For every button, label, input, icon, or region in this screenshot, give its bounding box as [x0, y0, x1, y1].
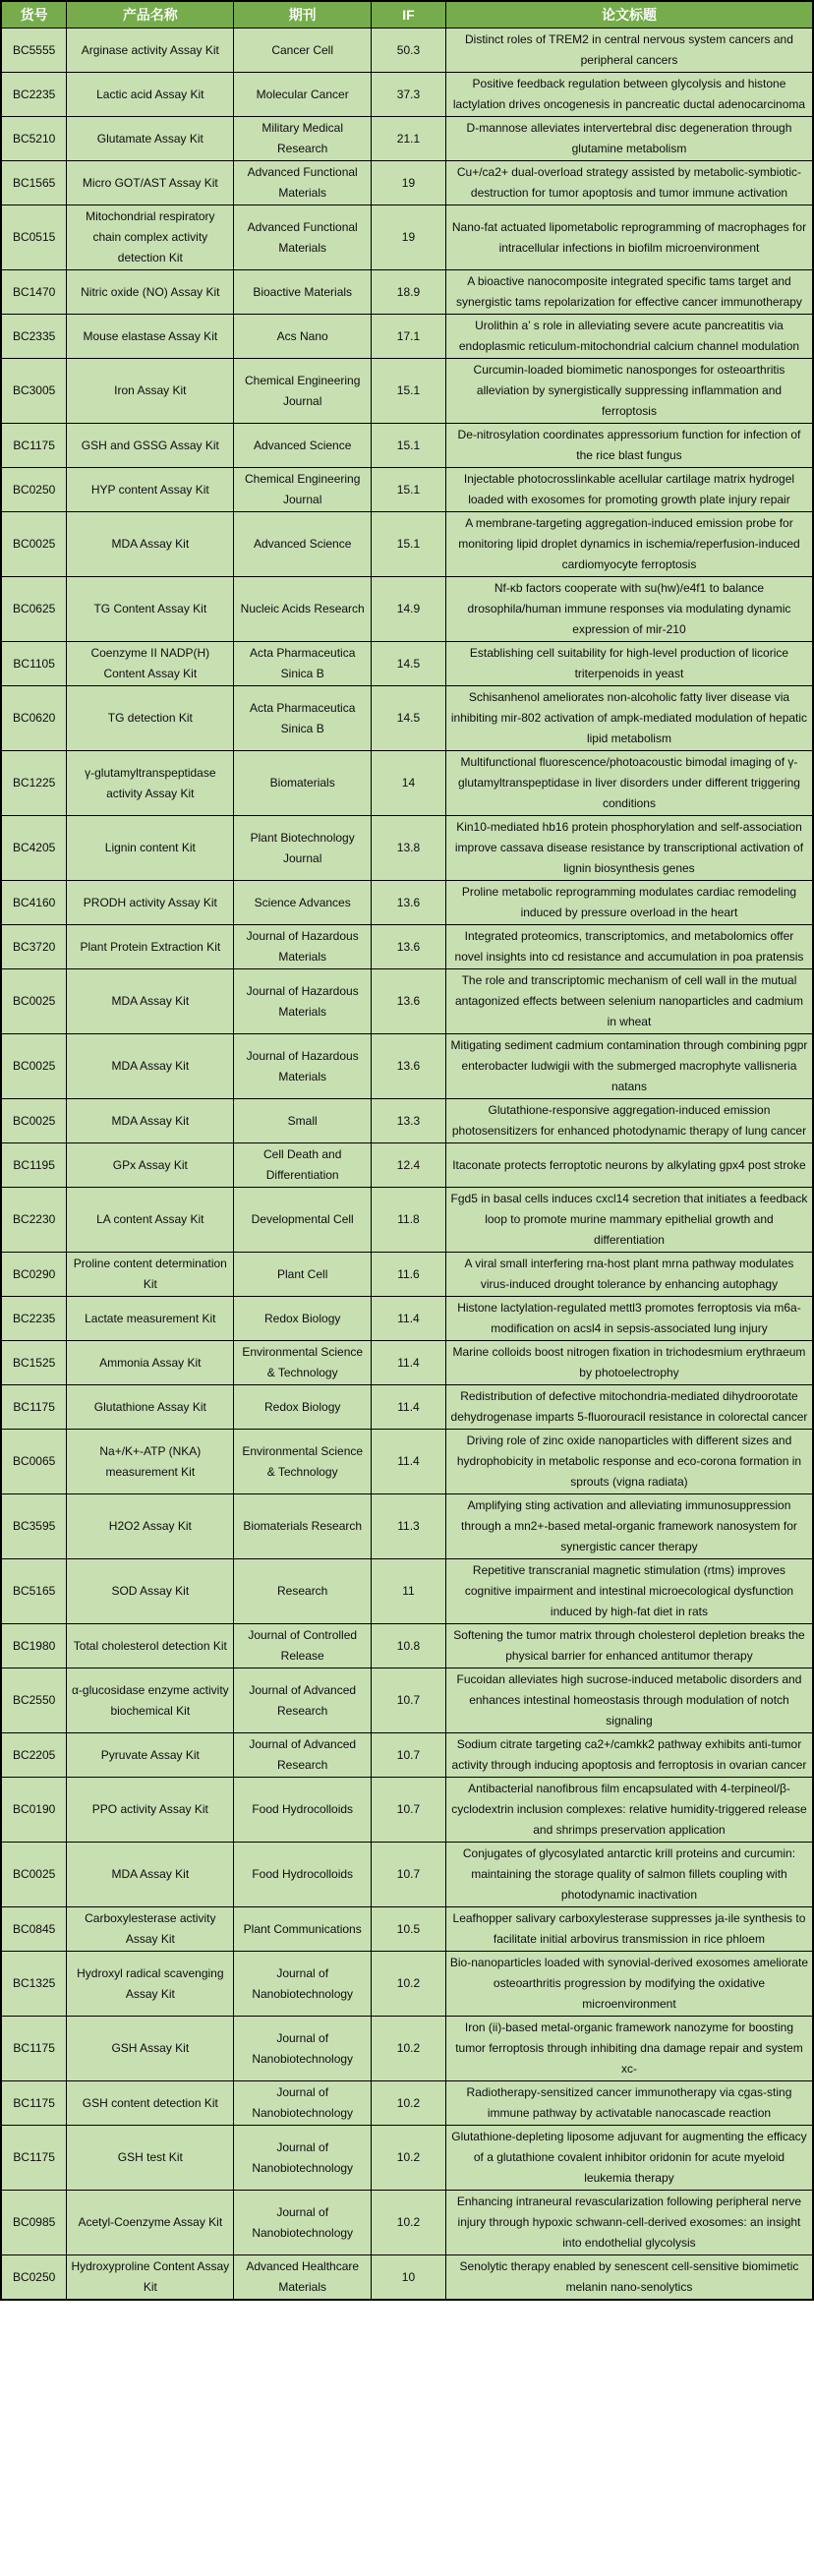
cell-product: Nitric oxide (NO) Assay Kit: [67, 270, 234, 315]
cell-journal: Environmental Science & Technology: [234, 1430, 372, 1494]
cell-product: PRODH activity Assay Kit: [67, 881, 234, 925]
cell-code: BC0190: [1, 1778, 67, 1843]
cell-code: BC1565: [1, 161, 67, 205]
cell-product: TG detection Kit: [67, 686, 234, 751]
table-row: [1, 1624, 813, 1669]
cell-code: BC0290: [1, 1253, 67, 1297]
cell-impact_factor: 37.3: [372, 73, 446, 117]
table-row: [1, 2191, 813, 2255]
cell-title: Nf-κb factors cooperate with su(hw)/e4f1 to balance drosophila/human immune responses via modulating dynamic expression of mir-210: [445, 577, 813, 642]
cell-journal: Developmental Cell: [234, 1188, 372, 1253]
cell-impact_factor: 10.7: [372, 1669, 446, 1733]
cell-code: BC1470: [1, 270, 67, 315]
col-header-product-name: 产品名称: [67, 1, 234, 29]
cell-product: Micro GOT/AST Assay Kit: [67, 161, 234, 205]
cell-product: Proline content determination Kit: [67, 1253, 234, 1297]
table-body: [1, 29, 813, 2301]
cell-title: Leafhopper salivary carboxylesterase suppresses ja-ile synthesis to facilitate initial arbovirus transmission in rice phloem: [445, 1907, 813, 1952]
cell-code: BC0515: [1, 205, 67, 270]
cell-title: Urolithin a’ s role in alleviating severe acute pancreatitis via endoplasmic reticulum-mitochondrial calcium channel modulation: [445, 315, 813, 359]
table-row: [1, 751, 813, 816]
cell-product: Carboxylesterase activity Assay Kit: [67, 1907, 234, 1952]
cell-product: Coenzyme II NADP(H) Content Assay Kit: [67, 642, 234, 686]
cell-journal: Advanced Healthcare Materials: [234, 2255, 372, 2301]
cell-code: BC1195: [1, 1143, 67, 1188]
cell-code: BC0025: [1, 1843, 67, 1907]
cell-title: Senolytic therapy enabled by senescent cell-sensitive biomimetic melanin nano-senolytics: [445, 2255, 813, 2301]
cell-impact_factor: 19: [372, 205, 446, 270]
cell-product: TG Content Assay Kit: [67, 577, 234, 642]
cell-product: GSH test Kit: [67, 2126, 234, 2191]
cell-code: BC3595: [1, 1494, 67, 1559]
cell-journal: Journal of Hazardous Materials: [234, 1034, 372, 1099]
cell-journal: Molecular Cancer: [234, 73, 372, 117]
cell-impact_factor: 15.1: [372, 359, 446, 424]
cell-product: SOD Assay Kit: [67, 1559, 234, 1624]
cell-journal: Cancer Cell: [234, 29, 372, 73]
cell-title: A membrane-targeting aggregation-induced emission probe for monitoring lipid droplet dynamics in ischemia/reperfusion-induced cardiomyocyte ferroptosis: [445, 512, 813, 577]
cell-title: Redistribution of defective mitochondria-mediated dihydroorotate dehydrogenase imparts 5-fluorouracil resistance in colorectal cancer: [445, 1385, 813, 1430]
cell-impact_factor: 11.4: [372, 1297, 446, 1341]
cell-product: Lignin content Kit: [67, 816, 234, 881]
table-row: [1, 2081, 813, 2126]
cell-impact_factor: 13.6: [372, 969, 446, 1034]
cell-product: HYP content Assay Kit: [67, 468, 234, 512]
cell-product: Hydroxyproline Content Assay Kit: [67, 2255, 234, 2301]
cell-journal: Journal of Nanobiotechnology: [234, 2081, 372, 2126]
cell-journal: Bioactive Materials: [234, 270, 372, 315]
cell-title: Driving role of zinc oxide nanoparticles with different sizes and hydrophobicity in metabolic response and eco-corona formation in sprouts (vigna radiata): [445, 1430, 813, 1494]
cell-journal: Redox Biology: [234, 1385, 372, 1430]
cell-title: Histone lactylation-regulated mettl3 promotes ferroptosis via m6a-modification on acsl4 in sepsis-associated lung injury: [445, 1297, 813, 1341]
table-row: [1, 424, 813, 468]
cell-impact_factor: 21.1: [372, 117, 446, 161]
cell-code: BC0025: [1, 969, 67, 1034]
cell-code: BC1980: [1, 1624, 67, 1669]
table-row: [1, 512, 813, 577]
table-row: [1, 925, 813, 969]
cell-product: H2O2 Assay Kit: [67, 1494, 234, 1559]
cell-impact_factor: 50.3: [372, 29, 446, 73]
cell-code: BC0845: [1, 1907, 67, 1952]
cell-journal: Plant Biotechnology Journal: [234, 816, 372, 881]
cell-code: BC1175: [1, 424, 67, 468]
cell-title: Nano-fat actuated lipometabolic reprogramming of macrophages for intracellular infections in biofilm microenvironment: [445, 205, 813, 270]
cell-code: BC0025: [1, 1034, 67, 1099]
cell-product: α-glucosidase enzyme activity biochemical Kit: [67, 1669, 234, 1733]
cell-title: Proline metabolic reprogramming modulates cardiac remodeling induced by pressure overload in the heart: [445, 881, 813, 925]
cell-code: BC0025: [1, 512, 67, 577]
cell-product: Lactate measurement Kit: [67, 1297, 234, 1341]
cell-title: Glutathione-responsive aggregation-induced emission photosensitizers for enhanced photodynamic therapy of lung cancer: [445, 1099, 813, 1143]
cell-journal: Redox Biology: [234, 1297, 372, 1341]
cell-product: Glutamate Assay Kit: [67, 117, 234, 161]
table-row: [1, 1034, 813, 1099]
table-row: [1, 881, 813, 925]
cell-code: BC4205: [1, 816, 67, 881]
cell-product: MDA Assay Kit: [67, 512, 234, 577]
cell-product: LA content Assay Kit: [67, 1188, 234, 1253]
cell-code: BC2230: [1, 1188, 67, 1253]
cell-code: BC0625: [1, 577, 67, 642]
cell-code: BC1105: [1, 642, 67, 686]
cell-journal: Acta Pharmaceutica Sinica B: [234, 686, 372, 751]
cell-product: Acetyl-Coenzyme Assay Kit: [67, 2191, 234, 2255]
cell-product: GSH and GSSG Assay Kit: [67, 424, 234, 468]
cell-impact_factor: 13.6: [372, 1034, 446, 1099]
table-row: [1, 359, 813, 424]
cell-code: BC0250: [1, 468, 67, 512]
cell-journal: Environmental Science & Technology: [234, 1341, 372, 1385]
cell-title: A viral small interfering rna-host plant mrna pathway modulates virus-induced drought tolerance by enhancing autophagy: [445, 1253, 813, 1297]
cell-journal: Food Hydrocolloids: [234, 1843, 372, 1907]
cell-title: Sodium citrate targeting ca2+/camkk2 pathway exhibits anti-tumor activity through inducing apoptosis and ferroptosis in ovarian cancer: [445, 1733, 813, 1778]
table-row: [1, 816, 813, 881]
cell-title: Iron (ii)-based metal-organic framework nanozyme for boosting tumor ferroptosis through inhibiting dna damage repair and system xc-: [445, 2017, 813, 2081]
cell-impact_factor: 11.4: [372, 1385, 446, 1430]
table-row: [1, 1778, 813, 1843]
cell-journal: Journal of Hazardous Materials: [234, 969, 372, 1034]
cell-journal: Journal of Nanobiotechnology: [234, 2191, 372, 2255]
table-row: [1, 161, 813, 205]
cell-title: Enhancing intraneural revascularization following peripheral nerve injury through hypoxic schwann-cell-derived exosomes: an insight into endothelial glycolysis: [445, 2191, 813, 2255]
cell-impact_factor: 10.2: [372, 2081, 446, 2126]
cell-code: BC1225: [1, 751, 67, 816]
cell-code: BC0250: [1, 2255, 67, 2301]
table-row: [1, 1430, 813, 1494]
cell-product: Glutathione Assay Kit: [67, 1385, 234, 1430]
cell-title: Integrated proteomics, transcriptomics, and metabolomics offer novel insights into cd resistance and accumulation in poa pratensis: [445, 925, 813, 969]
cell-code: BC1175: [1, 2081, 67, 2126]
cell-impact_factor: 13.8: [372, 816, 446, 881]
cell-title: Schisanhenol ameliorates non-alcoholic fatty liver disease via inhibiting mir-802 activation of ampk-mediated modulation of hepatic lipid metabolism: [445, 686, 813, 751]
table-row: [1, 2126, 813, 2191]
table-row: [1, 1253, 813, 1297]
table-row: [1, 73, 813, 117]
table-row: [1, 686, 813, 751]
cell-title: A bioactive nanocomposite integrated specific tams target and synergistic tams repolarization for effective cancer immunotherapy: [445, 270, 813, 315]
table-row: [1, 2017, 813, 2081]
cell-title: De-nitrosylation coordinates appressorium function for infection of the rice blast fungus: [445, 424, 813, 468]
header-row: [1, 1, 813, 29]
cell-title: Itaconate protects ferroptotic neurons by alkylating gpx4 post stroke: [445, 1143, 813, 1188]
table-row: [1, 1907, 813, 1952]
table-row: [1, 1341, 813, 1385]
cell-impact_factor: 10.2: [372, 2191, 446, 2255]
cell-product: GPx Assay Kit: [67, 1143, 234, 1188]
col-header-impact-factor: IF: [372, 1, 446, 29]
cell-impact_factor: 10.7: [372, 1778, 446, 1843]
table-row: [1, 577, 813, 642]
table-row: [1, 1733, 813, 1778]
table-row: [1, 642, 813, 686]
cell-code: BC3005: [1, 359, 67, 424]
cell-impact_factor: 11.4: [372, 1430, 446, 1494]
cell-product: Ammonia Assay Kit: [67, 1341, 234, 1385]
cell-code: BC0985: [1, 2191, 67, 2255]
cell-impact_factor: 10.5: [372, 1907, 446, 1952]
cell-impact_factor: 17.1: [372, 315, 446, 359]
cell-title: Glutathione-depleting liposome adjuvant for augmenting the efficacy of a glutathione covalent inhibitor oridonin for acute myeloid leukemia therapy: [445, 2126, 813, 2191]
cell-impact_factor: 11.4: [372, 1341, 446, 1385]
table-row: [1, 205, 813, 270]
cell-title: Fucoidan alleviates high sucrose-induced metabolic disorders and enhances intestinal homeostasis through modulation of notch signaling: [445, 1669, 813, 1733]
table-row: [1, 1099, 813, 1143]
cell-impact_factor: 11.8: [372, 1188, 446, 1253]
col-header-journal: 期刊: [234, 1, 372, 29]
cell-code: BC2335: [1, 315, 67, 359]
cell-title: Positive feedback regulation between glycolysis and histone lactylation drives oncogenesis in pancreatic ductal adenocarcinoma: [445, 73, 813, 117]
cell-impact_factor: 13.6: [372, 881, 446, 925]
cell-product: Plant Protein Extraction Kit: [67, 925, 234, 969]
cell-journal: Biomaterials: [234, 751, 372, 816]
cell-impact_factor: 10.2: [372, 1952, 446, 2017]
table-row: [1, 1843, 813, 1907]
cell-journal: Advanced Science: [234, 424, 372, 468]
cell-title: Kin10-mediated hb16 protein phosphorylation and self-association improve cassava disease resistance by transcriptional activation of lignin biosynthesis genes: [445, 816, 813, 881]
cell-journal: Journal of Nanobiotechnology: [234, 2017, 372, 2081]
cell-code: BC1525: [1, 1341, 67, 1385]
cell-journal: Plant Cell: [234, 1253, 372, 1297]
cell-title: Radiotherapy-sensitized cancer immunotherapy via cgas-sting immune pathway by activatable nanocascade reaction: [445, 2081, 813, 2126]
cell-impact_factor: 14: [372, 751, 446, 816]
cell-title: The role and transcriptomic mechanism of cell wall in the mutual antagonized effects between selenium nanoparticles and cadmium in wheat: [445, 969, 813, 1034]
table-row: [1, 270, 813, 315]
cell-impact_factor: 14.9: [372, 577, 446, 642]
cell-journal: Advanced Functional Materials: [234, 205, 372, 270]
cell-code: BC0025: [1, 1099, 67, 1143]
cell-code: BC2235: [1, 73, 67, 117]
table-header: [1, 1, 813, 29]
cell-impact_factor: 11.6: [372, 1253, 446, 1297]
cell-code: BC2205: [1, 1733, 67, 1778]
cell-code: BC3720: [1, 925, 67, 969]
table-row: [1, 2255, 813, 2301]
cell-journal: Plant Communications: [234, 1907, 372, 1952]
table-row: [1, 1952, 813, 2017]
cell-journal: Acta Pharmaceutica Sinica B: [234, 642, 372, 686]
cell-title: Injectable photocrosslinkable acellular cartilage matrix hydrogel loaded with exosomes for promoting growth plate injury repair: [445, 468, 813, 512]
cell-journal: Journal of Advanced Research: [234, 1669, 372, 1733]
cell-impact_factor: 10.7: [372, 1733, 446, 1778]
cell-code: BC5210: [1, 117, 67, 161]
table-row: [1, 1297, 813, 1341]
cell-code: BC4160: [1, 881, 67, 925]
cell-title: Distinct roles of TREM2 in central nervous system cancers and peripheral cancers: [445, 29, 813, 73]
cell-title: Mitigating sediment cadmium contamination through combining pgpr enterobacter ludwigii with the submerged macrophyte vallisneria natans: [445, 1034, 813, 1099]
col-header-code: 货号: [1, 1, 67, 29]
cell-journal: Journal of Advanced Research: [234, 1733, 372, 1778]
table-row: [1, 315, 813, 359]
cell-title: D-mannose alleviates intervertebral disc degeneration through glutamine metabolism: [445, 117, 813, 161]
cell-title: Curcumin-loaded biomimetic nanosponges for osteoarthritis alleviation by synergistically suppressing inflammation and ferroptosis: [445, 359, 813, 424]
cell-journal: Journal of Hazardous Materials: [234, 925, 372, 969]
cell-code: BC1175: [1, 1385, 67, 1430]
cell-journal: Journal of Nanobiotechnology: [234, 1952, 372, 2017]
cell-impact_factor: 15.1: [372, 512, 446, 577]
cell-code: BC0620: [1, 686, 67, 751]
cell-impact_factor: 18.9: [372, 270, 446, 315]
cell-impact_factor: 14.5: [372, 686, 446, 751]
cell-code: BC1325: [1, 1952, 67, 2017]
cell-product: PPO activity Assay Kit: [67, 1778, 234, 1843]
table-row: [1, 969, 813, 1034]
cell-product: γ-glutamyltranspeptidase activity Assay Kit: [67, 751, 234, 816]
cell-impact_factor: 10.8: [372, 1624, 446, 1669]
cell-impact_factor: 11: [372, 1559, 446, 1624]
cell-product: Pyruvate Assay Kit: [67, 1733, 234, 1778]
cell-code: BC5165: [1, 1559, 67, 1624]
cell-product: Arginase activity Assay Kit: [67, 29, 234, 73]
table-row: [1, 1669, 813, 1733]
cell-title: Fgd5 in basal cells induces cxcl14 secretion that initiates a feedback loop to promote murine mammary epithelial growth and differentiation: [445, 1188, 813, 1253]
cell-title: Bio-nanoparticles loaded with synovial-derived exosomes ameliorate osteoarthritis progression by modifying the oxidative microenvironment: [445, 1952, 813, 2017]
cell-title: Antibacterial nanofibrous film encapsulated with 4-terpineol/β-cyclodextrin inclusion complexes: relative humidity-triggered release and shrimps preservation application: [445, 1778, 813, 1843]
table-row: [1, 1188, 813, 1253]
cell-impact_factor: 19: [372, 161, 446, 205]
cell-journal: Nucleic Acids Research: [234, 577, 372, 642]
cell-product: GSH Assay Kit: [67, 2017, 234, 2081]
cell-product: MDA Assay Kit: [67, 1034, 234, 1099]
cell-title: Conjugates of glycosylated antarctic krill proteins and curcumin: maintaining the storage quality of salmon fillets coupling with photodynamic inactivation: [445, 1843, 813, 1907]
cell-journal: Research: [234, 1559, 372, 1624]
table-row: [1, 1385, 813, 1430]
cell-code: BC2550: [1, 1669, 67, 1733]
cell-product: MDA Assay Kit: [67, 969, 234, 1034]
table-row: [1, 1494, 813, 1559]
cell-product: Hydroxyl radical scavenging Assay Kit: [67, 1952, 234, 2017]
cell-impact_factor: 12.4: [372, 1143, 446, 1188]
cell-product: Mouse elastase Assay Kit: [67, 315, 234, 359]
cell-impact_factor: 10.2: [372, 2017, 446, 2081]
cell-product: GSH content detection Kit: [67, 2081, 234, 2126]
cell-journal: Food Hydrocolloids: [234, 1778, 372, 1843]
cell-journal: Chemical Engineering Journal: [234, 468, 372, 512]
cell-title: Multifunctional fluorescence/photoacoustic bimodal imaging of γ-glutamyltranspeptidase in liver disorders under different triggering conditions: [445, 751, 813, 816]
table-row: [1, 1143, 813, 1188]
cell-product: Total cholesterol detection Kit: [67, 1624, 234, 1669]
cell-impact_factor: 10.7: [372, 1843, 446, 1907]
cell-title: Amplifying sting activation and alleviating immunosuppression through a mn2+-based metal-organic framework nanosystem for synergistic cancer therapy: [445, 1494, 813, 1559]
cell-journal: Chemical Engineering Journal: [234, 359, 372, 424]
cell-product: Na+/K+-ATP (NKA) measurement Kit: [67, 1430, 234, 1494]
table-row: [1, 117, 813, 161]
cell-impact_factor: 13.3: [372, 1099, 446, 1143]
cell-product: MDA Assay Kit: [67, 1843, 234, 1907]
cell-journal: Journal of Nanobiotechnology: [234, 2126, 372, 2191]
cell-journal: Journal of Controlled Release: [234, 1624, 372, 1669]
cell-impact_factor: 14.5: [372, 642, 446, 686]
col-header-paper-title: 论文标题: [445, 1, 813, 29]
cell-journal: Science Advances: [234, 881, 372, 925]
cell-title: Repetitive transcranial magnetic stimulation (rtms) improves cognitive impairment and intestinal microecological dysfunction induced by high-fat diet in rats: [445, 1559, 813, 1624]
cell-code: BC5555: [1, 29, 67, 73]
cell-impact_factor: 15.1: [372, 468, 446, 512]
cell-journal: Cell Death and Differentiation: [234, 1143, 372, 1188]
cell-product: Lactic acid Assay Kit: [67, 73, 234, 117]
cell-title: Cu+/ca2+ dual-overload strategy assisted by metabolic-symbiotic-destruction for tumor apoptosis and tumor immune activation: [445, 161, 813, 205]
cell-impact_factor: 10: [372, 2255, 446, 2301]
cell-journal: Military Medical Research: [234, 117, 372, 161]
cell-impact_factor: 13.6: [372, 925, 446, 969]
cell-title: Softening the tumor matrix through cholesterol depletion breaks the physical barrier for enhanced antitumor therapy: [445, 1624, 813, 1669]
table-row: [1, 29, 813, 73]
cell-impact_factor: 15.1: [372, 424, 446, 468]
cell-code: BC0065: [1, 1430, 67, 1494]
cell-product: MDA Assay Kit: [67, 1099, 234, 1143]
cell-journal: Advanced Functional Materials: [234, 161, 372, 205]
cell-title: Establishing cell suitability for high-level production of licorice triterpenoids in yeast: [445, 642, 813, 686]
cell-impact_factor: 10.2: [372, 2126, 446, 2191]
cell-journal: Biomaterials Research: [234, 1494, 372, 1559]
cell-journal: Small: [234, 1099, 372, 1143]
cell-journal: Advanced Science: [234, 512, 372, 577]
cell-title: Marine colloids boost nitrogen fixation in trichodesmium erythraeum by photoelectrophy: [445, 1341, 813, 1385]
cell-code: BC1175: [1, 2017, 67, 2081]
cell-product: Mitochondrial respiratory chain complex activity detection Kit: [67, 205, 234, 270]
cell-product: Iron Assay Kit: [67, 359, 234, 424]
table-row: [1, 468, 813, 512]
cell-impact_factor: 11.3: [372, 1494, 446, 1559]
cell-code: BC2235: [1, 1297, 67, 1341]
cell-journal: Acs Nano: [234, 315, 372, 359]
table-row: [1, 1559, 813, 1624]
cell-code: BC1175: [1, 2126, 67, 2191]
